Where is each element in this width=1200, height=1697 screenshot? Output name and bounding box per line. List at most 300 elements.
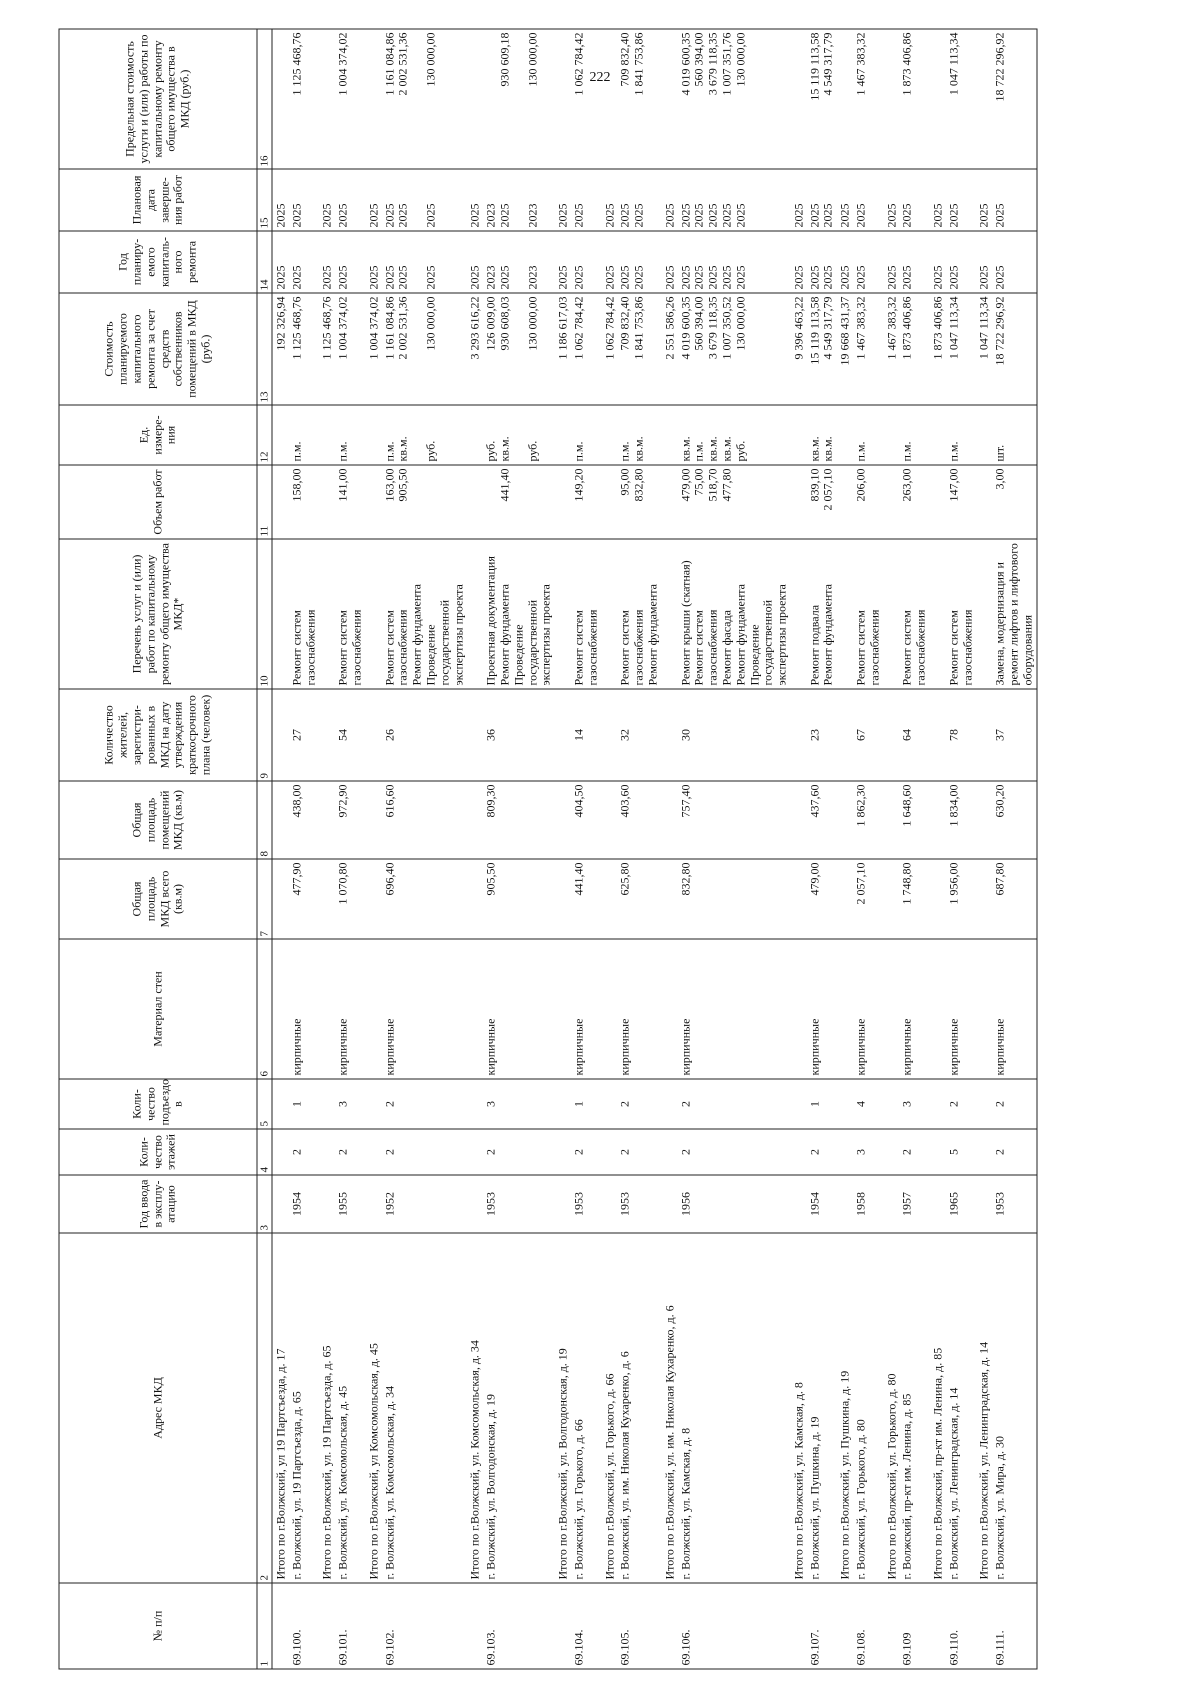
wall-material-cell: кирпичные	[900, 939, 930, 1079]
total-area-cell	[467, 859, 484, 939]
rotated-table-wrapper	[59, 30, 1174, 1670]
year-built-cell: 1953	[993, 1175, 1037, 1233]
entrances-cell: 1	[571, 1079, 601, 1129]
row-number-cell	[319, 1583, 336, 1669]
works-list-cell	[837, 539, 854, 689]
column-number-16: 16	[257, 29, 272, 169]
row-number-cell: 69.102.	[382, 1583, 467, 1669]
planned-year-cell: 2025	[930, 231, 947, 293]
work-volume-cell	[790, 465, 807, 539]
entrances-cell: 3	[484, 1079, 555, 1129]
completion-date-cell: 2025	[854, 169, 884, 231]
total-row	[976, 29, 993, 1669]
planned-year-cell: 2025	[900, 231, 930, 293]
floors-cell	[661, 1129, 678, 1175]
residents-cell: 27	[289, 689, 319, 781]
planned-cost-cell: 1 062 784,42	[601, 293, 618, 405]
residents-cell: 32	[618, 689, 661, 781]
planned-cost-cell: 1 467 383,32	[883, 293, 900, 405]
unit-cell: п.м. кв.м.	[618, 405, 661, 465]
work-volume-cell	[319, 465, 336, 539]
residents-cell	[837, 689, 854, 781]
total-row	[883, 29, 900, 1669]
wall-material-cell	[930, 939, 947, 1079]
completion-date-cell: 2025 2025	[807, 169, 837, 231]
planned-year-cell: 2025	[467, 231, 484, 293]
work-volume-cell	[365, 465, 382, 539]
work-volume-cell	[467, 465, 484, 539]
column-number-15: 15	[257, 169, 272, 231]
work-volume-cell: 3,00	[993, 465, 1037, 539]
residents-cell	[883, 689, 900, 781]
wall-material-cell	[555, 939, 572, 1079]
work-volume-cell	[272, 465, 289, 539]
unit-cell: руб. кв.м. руб.	[484, 405, 555, 465]
column-header-14: Год планиру-емого капиталь-ного ремонта	[59, 231, 257, 293]
work-volume-cell: 147,00	[946, 465, 976, 539]
limit-cost-cell: 1 873 406,86	[900, 29, 930, 169]
address-cell: г. Волжский, ул. Пушкина, д. 19	[807, 1233, 837, 1583]
planned-year-cell: 2025	[976, 231, 993, 293]
floors-cell	[365, 1129, 382, 1175]
floors-cell: 2	[289, 1129, 319, 1175]
premises-area-cell	[883, 781, 900, 859]
unit-cell: п.м.	[900, 405, 930, 465]
unit-cell: п.м. кв.м. руб.	[382, 405, 467, 465]
total-area-cell	[790, 859, 807, 939]
completion-date-cell: 2025 2025	[618, 169, 661, 231]
residents-cell: 37	[993, 689, 1037, 781]
total-row	[467, 29, 484, 1669]
row-number-cell	[930, 1583, 947, 1669]
works-list-cell: Ремонт систем газоснабжения Ремонт фундамента	[618, 539, 661, 689]
address-cell: Итого по г.Волжский, ул. Волгодонская, д. 19	[555, 1233, 572, 1583]
premises-area-cell	[272, 781, 289, 859]
wall-material-cell: кирпичные	[618, 939, 661, 1079]
wall-material-cell	[272, 939, 289, 1079]
total-area-cell: 1 748,80	[900, 859, 930, 939]
planned-cost-cell: 1 873 406,86	[930, 293, 947, 405]
limit-cost-cell: 1 062 784,42	[571, 29, 601, 169]
address-cell: г. Волжский, пр-кт им. Ленина, д. 85	[900, 1233, 930, 1583]
work-volume-cell	[976, 465, 993, 539]
floors-cell	[976, 1129, 993, 1175]
planned-year-cell: 2025	[272, 231, 289, 293]
entrances-cell	[272, 1079, 289, 1129]
planned-cost-cell: 1 125 468,76	[319, 293, 336, 405]
address-cell: г. Волжский, ул. 19 Партсъезда, д. 65	[289, 1233, 319, 1583]
planned-cost-cell: 1 125 468,76	[289, 293, 319, 405]
planned-year-cell: 2025	[837, 231, 854, 293]
total-area-cell: 441,40	[571, 859, 601, 939]
column-number-7: 7	[257, 859, 272, 939]
residents-cell	[319, 689, 336, 781]
wall-material-cell	[601, 939, 618, 1079]
entrances-cell	[976, 1079, 993, 1129]
address-cell: г. Волжский, ул. Мира, д. 30	[993, 1233, 1037, 1583]
entrances-cell: 4	[854, 1079, 884, 1129]
column-number-6: 6	[257, 939, 272, 1079]
residents-cell: 23	[807, 689, 837, 781]
column-number-4: 4	[257, 1129, 272, 1175]
limit-cost-cell	[365, 29, 382, 169]
entrances-cell	[467, 1079, 484, 1129]
row-number-cell	[883, 1583, 900, 1669]
address-cell: Итого по г.Волжский, ул. им. Николая Кухаренко, д. 6	[661, 1233, 678, 1583]
premises-area-cell	[930, 781, 947, 859]
works-list-cell: Ремонт систем газоснабжения Ремонт фундамента Проведение государственной экспертизы проекта	[382, 539, 467, 689]
total-row	[790, 29, 807, 1669]
premises-area-cell: 1 648,60	[900, 781, 930, 859]
total-row	[319, 29, 336, 1669]
column-header-3: Год ввода в эксплу-атацию	[59, 1175, 257, 1233]
row-number-cell: 69.108.	[854, 1583, 884, 1669]
limit-cost-cell	[601, 29, 618, 169]
planned-cost-cell: 1 467 383,32	[854, 293, 884, 405]
entrances-cell	[365, 1079, 382, 1129]
unit-cell	[555, 405, 572, 465]
completion-date-cell: 2025	[661, 169, 678, 231]
completion-date-cell: 2025	[365, 169, 382, 231]
column-number-14: 14	[257, 231, 272, 293]
works-list-cell	[467, 539, 484, 689]
entrances-cell: 1	[289, 1079, 319, 1129]
completion-date-cell: 2025	[272, 169, 289, 231]
floors-cell: 2	[484, 1129, 555, 1175]
planned-year-cell: 2025 2025	[618, 231, 661, 293]
address-cell: Итого по г.Волжский, ул 19 Партсъезда, д. 17	[272, 1233, 289, 1583]
address-cell: Итого по г.Волжский, ул. Камская, д. 8	[790, 1233, 807, 1583]
planned-year-cell: 2025	[555, 231, 572, 293]
column-header-1: № п/п	[59, 1583, 257, 1669]
row-number-cell: 69.105.	[618, 1583, 661, 1669]
premises-area-cell	[790, 781, 807, 859]
limit-cost-cell	[976, 29, 993, 169]
wall-material-cell	[365, 939, 382, 1079]
completion-date-cell: 2025	[319, 169, 336, 231]
floors-cell: 2	[571, 1129, 601, 1175]
row-number-cell	[661, 1583, 678, 1669]
residents-cell	[930, 689, 947, 781]
limit-cost-cell	[837, 29, 854, 169]
residents-cell	[976, 689, 993, 781]
column-header-8: Общая площадь помещений МКД (кв.м)	[59, 781, 257, 859]
planned-cost-cell: 15 119 113,58 4 549 317,79	[807, 293, 837, 405]
total-area-cell: 832,80	[678, 859, 790, 939]
work-volume-cell: 95,00 832,80	[618, 465, 661, 539]
planned-cost-cell: 1 004 374,02	[365, 293, 382, 405]
works-list-cell	[319, 539, 336, 689]
planned-year-cell: 2023 2025 2023	[484, 231, 555, 293]
year-built-cell	[790, 1175, 807, 1233]
completion-date-cell: 2025	[930, 169, 947, 231]
planned-year-cell: 2025	[790, 231, 807, 293]
row-number-cell	[976, 1583, 993, 1669]
limit-cost-cell	[555, 29, 572, 169]
year-built-cell: 1955	[336, 1175, 366, 1233]
entrances-cell	[790, 1079, 807, 1129]
address-cell: Итого по г.Волжский, ул Комсомольская, д. 45	[365, 1233, 382, 1583]
column-header-13: Стоимость планируемого капитального ремонта за счет средств собственников помещений в МКД (руб.)	[59, 293, 257, 405]
row-number-cell: 69.110.	[946, 1583, 976, 1669]
column-number-12: 12	[257, 405, 272, 465]
column-header-7: Общая площадь МКД всего (кв.м)	[59, 859, 257, 939]
entrances-cell	[883, 1079, 900, 1129]
total-row	[601, 29, 618, 1669]
works-list-cell	[883, 539, 900, 689]
planned-cost-cell: 18 722 296,92	[993, 293, 1037, 405]
column-number-5: 5	[257, 1079, 272, 1129]
house-row	[807, 29, 837, 1669]
wall-material-cell: кирпичные	[678, 939, 790, 1079]
limit-cost-cell	[883, 29, 900, 169]
completion-date-cell: 2025	[976, 169, 993, 231]
column-number-13: 13	[257, 293, 272, 405]
capital-repair-table	[59, 29, 1038, 1670]
floors-cell	[272, 1129, 289, 1175]
wall-material-cell: кирпичные	[571, 939, 601, 1079]
total-area-cell: 1 956,00	[946, 859, 976, 939]
planned-year-cell: 2025	[319, 231, 336, 293]
unit-cell	[601, 405, 618, 465]
residents-cell: 14	[571, 689, 601, 781]
planned-year-cell: 2025	[571, 231, 601, 293]
works-list-cell: Ремонт систем газоснабжения	[946, 539, 976, 689]
row-number-cell	[272, 1583, 289, 1669]
work-volume-cell	[837, 465, 854, 539]
row-number-cell	[790, 1583, 807, 1669]
planned-cost-cell: 1 004 374,02	[336, 293, 366, 405]
premises-area-cell: 630,20	[993, 781, 1037, 859]
works-list-cell: Ремонт систем газоснабжения	[289, 539, 319, 689]
floors-cell	[930, 1129, 947, 1175]
column-header-12: Ед. измере-ния	[59, 405, 257, 465]
works-list-cell: Ремонт систем газоснабжения	[900, 539, 930, 689]
column-number-8: 8	[257, 781, 272, 859]
limit-cost-cell	[319, 29, 336, 169]
total-area-cell: 625,80	[618, 859, 661, 939]
completion-date-cell: 2025	[883, 169, 900, 231]
limit-cost-cell	[467, 29, 484, 169]
year-built-cell: 1958	[854, 1175, 884, 1233]
residents-cell: 78	[946, 689, 976, 781]
unit-cell: п.м.	[571, 405, 601, 465]
wall-material-cell: кирпичные	[484, 939, 555, 1079]
work-volume-cell	[555, 465, 572, 539]
wall-material-cell: кирпичные	[336, 939, 366, 1079]
house-row	[854, 29, 884, 1669]
year-built-cell	[365, 1175, 382, 1233]
total-area-cell	[365, 859, 382, 939]
premises-area-cell: 1 834,00	[946, 781, 976, 859]
planned-cost-cell: 4 019 600,35 560 394,00 3 679 118,35 1 007 350,52 130 000,00	[678, 293, 790, 405]
year-built-cell: 1957	[900, 1175, 930, 1233]
completion-date-cell: 2025	[555, 169, 572, 231]
premises-area-cell	[837, 781, 854, 859]
year-built-cell	[467, 1175, 484, 1233]
planned-cost-cell: 2 551 586,26	[661, 293, 678, 405]
work-volume-cell: 479,00 75,00 518,70 477,80	[678, 465, 790, 539]
total-area-cell	[661, 859, 678, 939]
planned-year-cell: 2025	[336, 231, 366, 293]
residents-cell	[790, 689, 807, 781]
floors-cell	[467, 1129, 484, 1175]
residents-cell: 36	[484, 689, 555, 781]
unit-cell	[319, 405, 336, 465]
house-row	[336, 29, 366, 1669]
total-area-cell: 687,80	[993, 859, 1037, 939]
total-row	[837, 29, 854, 1669]
limit-cost-cell	[272, 29, 289, 169]
address-cell: Итого по г.Волжский, ул. Горького, д. 80	[883, 1233, 900, 1583]
floors-cell	[601, 1129, 618, 1175]
entrances-cell	[601, 1079, 618, 1129]
total-area-cell	[555, 859, 572, 939]
work-volume-cell: 149,20	[571, 465, 601, 539]
year-built-cell: 1953	[618, 1175, 661, 1233]
total-area-cell: 477,90	[289, 859, 319, 939]
planned-cost-cell: 3 293 616,22	[467, 293, 484, 405]
premises-area-cell	[555, 781, 572, 859]
planned-year-cell: 2025	[946, 231, 976, 293]
table-body	[272, 29, 1037, 1669]
address-cell: г. Волжский, ул. Комсомольская, д. 34	[382, 1233, 467, 1583]
total-area-cell: 2 057,10	[854, 859, 884, 939]
column-number-9: 9	[257, 689, 272, 781]
premises-area-cell: 403,60	[618, 781, 661, 859]
address-cell: Итого по г.Волжский, ул. Ленинградская, д. 14	[976, 1233, 993, 1583]
house-row	[382, 29, 467, 1669]
column-number-2: 2	[257, 1233, 272, 1583]
unit-cell	[790, 405, 807, 465]
planned-year-cell: 2025	[289, 231, 319, 293]
work-volume-cell: 441,40	[484, 465, 555, 539]
year-built-cell	[837, 1175, 854, 1233]
entrances-cell	[837, 1079, 854, 1129]
row-number-cell: 69.111.	[993, 1583, 1037, 1669]
works-list-cell: Ремонт систем газоснабжения	[336, 539, 366, 689]
column-number-10: 10	[257, 539, 272, 689]
premises-area-cell	[661, 781, 678, 859]
residents-cell: 67	[854, 689, 884, 781]
works-list-cell: Ремонт крыши (скатная) Ремонт систем газоснабжения Ремонт фасада Ремонт фундамента Проведение государственной экспертизы проекта	[678, 539, 790, 689]
row-number-cell: 69.101.	[336, 1583, 366, 1669]
unit-cell	[272, 405, 289, 465]
address-cell: Итого по г.Волжский, ул. Комсомольская, д. 34	[467, 1233, 484, 1583]
work-volume-cell	[661, 465, 678, 539]
wall-material-cell	[790, 939, 807, 1079]
page-number: 222	[589, 70, 611, 85]
floors-cell: 2	[382, 1129, 467, 1175]
row-number-cell: 69.109	[900, 1583, 930, 1669]
total-row	[272, 29, 289, 1669]
house-row	[618, 29, 661, 1669]
entrances-cell: 2	[618, 1079, 661, 1129]
wall-material-cell: кирпичные	[993, 939, 1037, 1079]
residents-cell	[365, 689, 382, 781]
completion-date-cell: 2023 2025 2023	[484, 169, 555, 231]
premises-area-cell: 616,60	[382, 781, 467, 859]
entrances-cell	[319, 1079, 336, 1129]
year-built-cell	[883, 1175, 900, 1233]
premises-area-cell: 404,50	[571, 781, 601, 859]
limit-cost-cell: 1 125 468,76	[289, 29, 319, 169]
house-row	[571, 29, 601, 1669]
completion-date-cell: 2025	[993, 169, 1037, 231]
floors-cell: 5	[946, 1129, 976, 1175]
planned-year-cell: 2025 2025	[807, 231, 837, 293]
year-built-cell	[601, 1175, 618, 1233]
row-number-cell: 69.107.	[807, 1583, 837, 1669]
entrances-cell: 3	[900, 1079, 930, 1129]
entrances-cell: 2	[993, 1079, 1037, 1129]
residents-cell	[555, 689, 572, 781]
floors-cell	[319, 1129, 336, 1175]
entrances-cell: 2	[946, 1079, 976, 1129]
column-number-row	[257, 29, 272, 1669]
work-volume-cell: 163,00 905,50	[382, 465, 467, 539]
entrances-cell: 3	[336, 1079, 366, 1129]
row-number-cell	[601, 1583, 618, 1669]
row-number-cell: 69.103.	[484, 1583, 555, 1669]
address-cell: г. Волжский, ул. Горького, д. 66	[571, 1233, 601, 1583]
total-area-cell	[930, 859, 947, 939]
entrances-cell	[661, 1079, 678, 1129]
year-built-cell	[930, 1175, 947, 1233]
year-built-cell: 1956	[678, 1175, 790, 1233]
limit-cost-cell: 709 832,40 1 841 753,86	[618, 29, 661, 169]
column-header-11: Объем работ	[59, 465, 257, 539]
work-volume-cell: 263,00	[900, 465, 930, 539]
column-number-11: 11	[257, 465, 272, 539]
limit-cost-cell: 1 161 084,86 2 002 531,36 130 000,00	[382, 29, 467, 169]
unit-cell	[976, 405, 993, 465]
entrances-cell: 2	[678, 1079, 790, 1129]
year-built-cell: 1954	[807, 1175, 837, 1233]
planned-cost-cell: 9 396 463,22	[790, 293, 807, 405]
address-cell: Итого по г.Волжский, ул. Пушкина, д. 19	[837, 1233, 854, 1583]
limit-cost-cell: 1 004 374,02	[336, 29, 366, 169]
wall-material-cell	[883, 939, 900, 1079]
planned-cost-cell: 192 326,94	[272, 293, 289, 405]
address-cell: Итого по г.Волжский, ул. 19 Партсъезда, д. 65	[319, 1233, 336, 1583]
completion-date-cell: 2025	[336, 169, 366, 231]
total-area-cell	[601, 859, 618, 939]
works-list-cell	[601, 539, 618, 689]
wall-material-cell	[319, 939, 336, 1079]
floors-cell	[837, 1129, 854, 1175]
floors-cell: 2	[900, 1129, 930, 1175]
entrances-cell	[555, 1079, 572, 1129]
row-number-cell	[365, 1583, 382, 1669]
year-built-cell	[661, 1175, 678, 1233]
completion-date-cell: 2025	[946, 169, 976, 231]
limit-cost-cell: 4 019 600,35 560 394,00 3 679 118,35 1 007 351,76 130 000,00	[678, 29, 790, 169]
year-built-cell: 1952	[382, 1175, 467, 1233]
limit-cost-cell: 1 467 383,32	[854, 29, 884, 169]
wall-material-cell	[976, 939, 993, 1079]
house-row	[484, 29, 555, 1669]
work-volume-cell	[883, 465, 900, 539]
premises-area-cell: 1 862,30	[854, 781, 884, 859]
works-list-cell: Ремонт систем газоснабжения	[571, 539, 601, 689]
completion-date-cell: 2025 2025 2025	[382, 169, 467, 231]
residents-cell: 26	[382, 689, 467, 781]
planned-year-cell: 2025	[993, 231, 1037, 293]
premises-area-cell	[601, 781, 618, 859]
planned-cost-cell: 126 009,00 930 608,03 130 000,00	[484, 293, 555, 405]
total-row	[930, 29, 947, 1669]
